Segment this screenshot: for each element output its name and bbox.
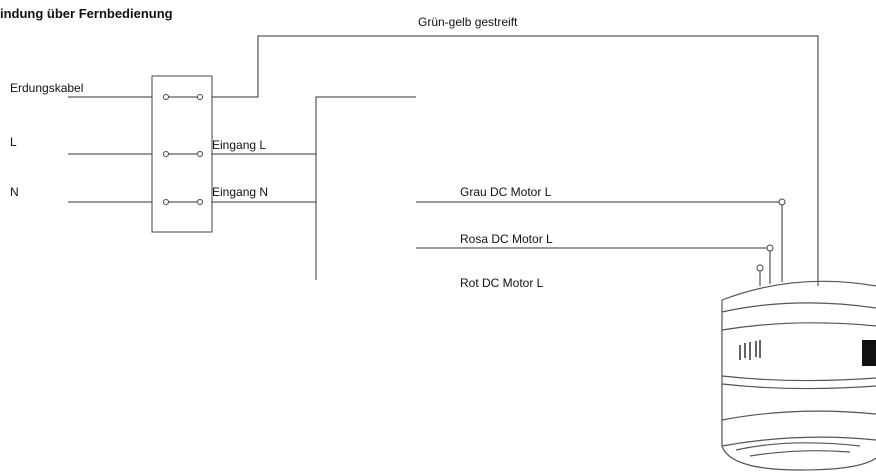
ground-wire-color-label: Grün-gelb gestreift (418, 15, 518, 29)
red-motor-label: Rot DC Motor L (460, 276, 544, 290)
l-label: L (10, 135, 17, 149)
terminal-block-icon (152, 76, 212, 232)
grey-motor-label: Grau DC Motor L (460, 185, 552, 199)
receiver-outline (316, 97, 416, 280)
input-n-label: Eingang N (212, 185, 269, 199)
grey-terminal (779, 199, 785, 205)
diagram-title: indung über Fernbedienung (0, 6, 173, 21)
red-terminal (757, 265, 763, 271)
pink-motor-label: Rosa DC Motor L (460, 232, 553, 246)
ground-cable-label: Erdungskabel (10, 81, 84, 95)
ceiling-fan-motor-icon (722, 281, 876, 470)
pink-terminal (767, 245, 773, 251)
n-label: N (10, 185, 19, 199)
input-l-label: Eingang L (212, 138, 267, 152)
